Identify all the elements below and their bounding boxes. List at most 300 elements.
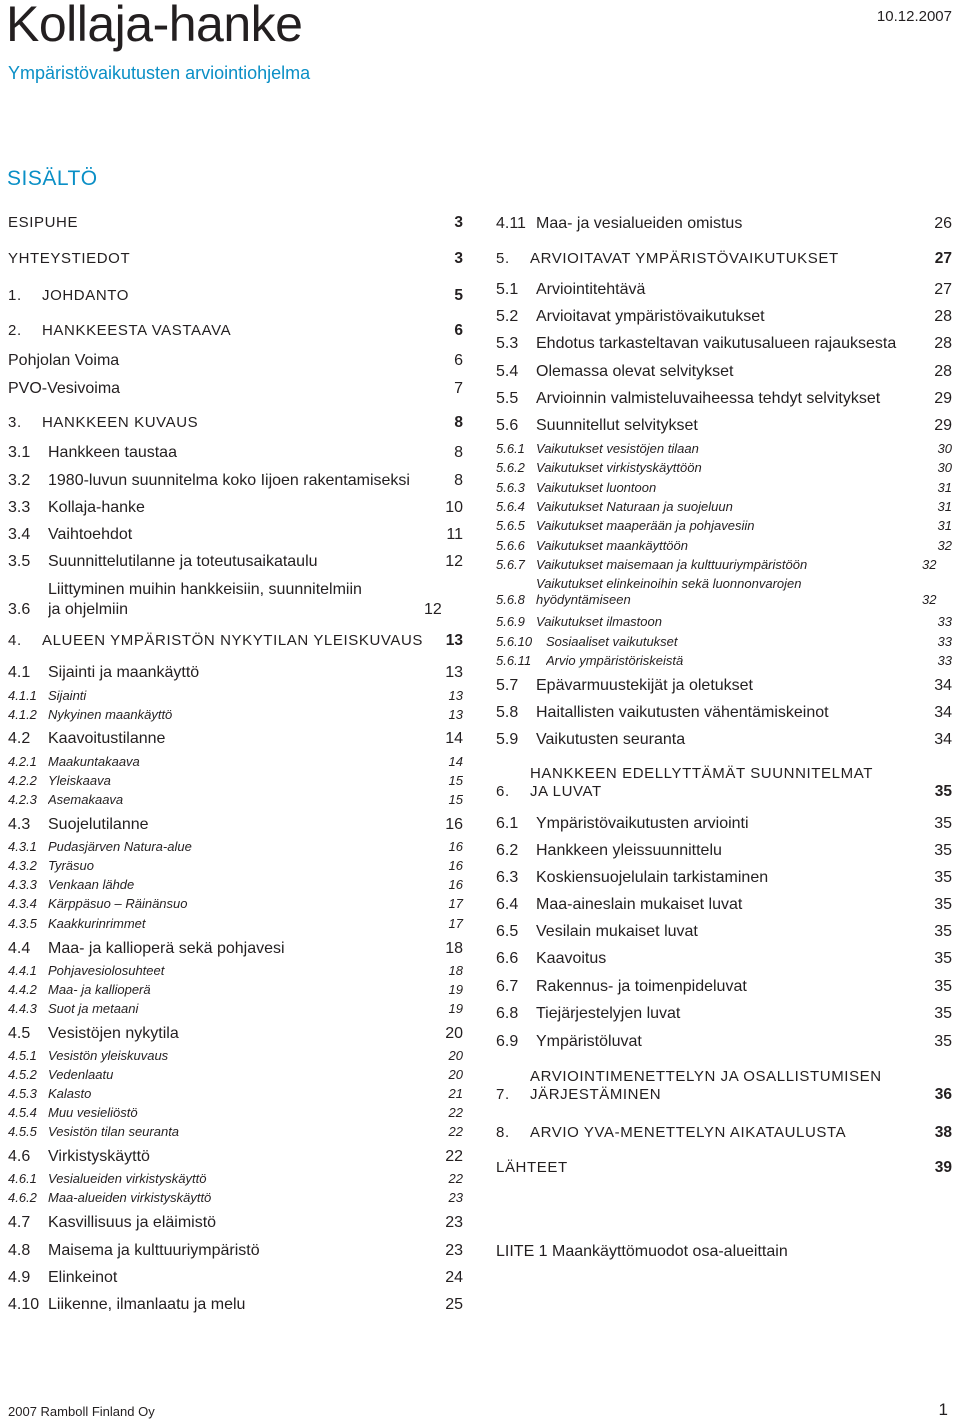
toc-entry bbox=[8, 982, 463, 998]
toc-entry-page: 17 bbox=[448, 896, 463, 911]
toc-entry bbox=[496, 730, 952, 750]
toc-entry-number: 6.3 bbox=[496, 869, 519, 886]
toc-entry-number: 3. bbox=[8, 414, 22, 431]
toc-entry-number: 4.2.1 bbox=[8, 754, 37, 769]
toc-entry-number: 3.2 bbox=[8, 472, 31, 489]
toc-entry-page: 36 bbox=[934, 1085, 952, 1103]
toc-entry-title: Kalasto bbox=[48, 1086, 92, 1101]
toc-entry-page: 13 bbox=[445, 632, 463, 649]
toc-entry-title: Vaikutukset luontoon bbox=[536, 480, 657, 495]
toc-entry bbox=[496, 480, 952, 496]
toc-entry-page: 27 bbox=[934, 250, 952, 267]
toc-entry-page: 22 bbox=[448, 1171, 463, 1186]
toc-entry-title: Maa- ja kallioperä sekä pohjavesi bbox=[48, 940, 285, 957]
toc-entry-number: 4.4.1 bbox=[8, 963, 37, 978]
toc-entry bbox=[8, 1001, 463, 1017]
toc-entry bbox=[496, 814, 952, 834]
toc-entry bbox=[8, 632, 463, 651]
toc-entry-page: 13 bbox=[448, 707, 463, 722]
toc-entry-title: Maisema ja kulttuuriympäristö bbox=[48, 1242, 260, 1259]
toc-entry-title: Suunnitellut selvitykset bbox=[536, 417, 698, 434]
toc-entry-number: 4.3.2 bbox=[8, 858, 37, 873]
toc-entry bbox=[496, 922, 952, 942]
toc-entry-title: Kasvillisuus ja eläimistö bbox=[48, 1214, 217, 1231]
toc-entry bbox=[8, 663, 463, 683]
toc-entry-number: 5.8 bbox=[496, 704, 519, 721]
toc-entry-page: 34 bbox=[934, 677, 952, 694]
toc-entry-page: 30 bbox=[937, 460, 952, 475]
toc-entry bbox=[496, 1032, 952, 1052]
toc-entry-title: Vesilain mukaiset luvat bbox=[536, 923, 698, 940]
toc-entry-title: Vaikutukset maaperään ja pohjavesiin bbox=[536, 518, 755, 533]
toc-entry-title: Arviointitehtävä bbox=[536, 281, 646, 298]
toc-entry-page: 38 bbox=[934, 1124, 952, 1141]
toc-entry-number: 4.2.2 bbox=[8, 773, 37, 788]
toc-entry bbox=[8, 963, 463, 979]
toc-entry bbox=[496, 765, 952, 802]
toc-entry-page: 35 bbox=[934, 950, 952, 967]
toc-entry-page: 32 bbox=[922, 591, 937, 607]
toc-entry bbox=[8, 896, 463, 912]
toc-entry-number: 4.9 bbox=[8, 1269, 31, 1286]
toc-entry bbox=[8, 792, 463, 808]
toc-entry-number: 1. bbox=[8, 287, 22, 304]
toc-entry-title: Ehdotus tarkasteltavan vaikutusalueen rajauksesta bbox=[536, 335, 897, 352]
toc-entry-page: 16 bbox=[448, 839, 463, 854]
toc-entry-number: 4.11 bbox=[496, 215, 526, 232]
toc-entry-title: Haitallisten vaikutusten vähentämiskeinot bbox=[536, 704, 829, 721]
toc-entry-number: 4. bbox=[8, 632, 22, 649]
toc-entry-number: 5.6.11 bbox=[496, 653, 532, 668]
toc-entry-number: 5.6.5 bbox=[496, 518, 525, 533]
toc-entry-title: Maa- ja vesialueiden omistus bbox=[536, 215, 743, 232]
toc-entry bbox=[8, 839, 463, 855]
toc-entry-title: Kaavoitus bbox=[536, 950, 607, 967]
toc-entry-title: Pudasjärven Natura-alue bbox=[48, 839, 192, 854]
toc-entry-page: 33 bbox=[937, 614, 952, 629]
toc-entry-number: 5.7 bbox=[496, 677, 519, 694]
footer-page-number: 1 bbox=[938, 1400, 948, 1419]
toc-entry-page: 26 bbox=[934, 215, 952, 232]
toc-entry-page: 31 bbox=[937, 518, 952, 533]
toc-entry-number: 4.7 bbox=[8, 1214, 31, 1231]
footer-copyright: 2007 Ramboll Finland Oy bbox=[8, 1404, 155, 1419]
document-date: 10.12.2007 bbox=[876, 8, 952, 25]
toc-entry bbox=[496, 307, 952, 327]
toc-entry-page: 29 bbox=[934, 417, 952, 434]
toc-entry-page: 12 bbox=[424, 600, 442, 618]
toc-entry bbox=[8, 707, 463, 723]
toc-entry-number: 4.5.2 bbox=[8, 1067, 37, 1082]
toc-entry-page: 35 bbox=[934, 782, 952, 800]
document-title: Kollaja-hanke bbox=[6, 0, 303, 52]
toc-entry-title: Arvioinnin valmisteluvaiheessa tehdyt selvitykset bbox=[536, 390, 881, 407]
toc-entry bbox=[496, 614, 952, 630]
toc-entry-title: Kollaja-hanke bbox=[48, 499, 145, 516]
toc-entry-title: Vesistöjen nykytila bbox=[48, 1025, 179, 1042]
toc-entry-page: 3 bbox=[454, 250, 463, 267]
toc-entry-title: Nykyinen maankäyttö bbox=[48, 707, 173, 722]
toc-entry-title: LIITE 1 Maankäyttömuodot osa-alueittain bbox=[496, 1243, 788, 1260]
toc-entry-title: Vaikutukset vesistöjen tilaan bbox=[536, 441, 699, 456]
toc-entry-page: 35 bbox=[934, 923, 952, 940]
toc-entry bbox=[8, 754, 463, 770]
toc-entry-number: 2. bbox=[8, 322, 22, 339]
toc-entry-title: Maakuntakaava bbox=[48, 754, 140, 769]
toc-entry-title: Hankkeen yleissuunnittelu bbox=[536, 842, 722, 859]
toc-entry-number: 6.2 bbox=[496, 842, 519, 859]
toc-entry-page: 15 bbox=[448, 792, 463, 807]
toc-entry-page: 20 bbox=[445, 1025, 463, 1042]
toc-entry-title: 1980-luvun suunnitelma koko Iijoen rakentamiseksi bbox=[48, 472, 410, 489]
toc-entry-number: 6.4 bbox=[496, 896, 519, 913]
toc-entry-number: 4.8 bbox=[8, 1242, 31, 1259]
toc-entry bbox=[496, 499, 952, 515]
toc-entry bbox=[8, 214, 463, 233]
toc-entry-page: 10 bbox=[445, 499, 463, 516]
toc-entry-number: 4.5.4 bbox=[8, 1105, 37, 1120]
toc-entry bbox=[496, 653, 952, 669]
toc-entry-number: 5.6.9 bbox=[496, 614, 525, 629]
toc-entry bbox=[496, 416, 952, 436]
toc-entry bbox=[8, 688, 463, 704]
toc-entry-title: Vaikutukset ilmastoon bbox=[536, 614, 662, 629]
toc-entry-number: 5.6.4 bbox=[496, 499, 525, 514]
toc-entry-title: Liittyminen muihin hankkeisiin, suunnitelmiin ja ohjelmiin bbox=[48, 581, 362, 618]
toc-entry bbox=[496, 868, 952, 888]
toc-entry-number: 4.5.3 bbox=[8, 1086, 37, 1101]
toc-entry-page: 22 bbox=[448, 1105, 463, 1120]
toc-entry-title: Yleiskaava bbox=[48, 773, 111, 788]
toc-entry-number: 5.2 bbox=[496, 308, 519, 325]
toc-entry bbox=[496, 1004, 952, 1024]
toc-entry bbox=[8, 351, 463, 371]
toc-entry bbox=[8, 322, 463, 341]
toc-entry-title: Ympäristövaikutusten arviointi bbox=[536, 815, 749, 832]
toc-entry-title: Sijainti bbox=[48, 688, 87, 703]
toc-entry-number: 4.2 bbox=[8, 730, 31, 747]
toc-entry bbox=[8, 1024, 463, 1044]
toc-entry-title: Sosiaaliset vaikutukset bbox=[546, 634, 678, 649]
toc-entry bbox=[8, 1295, 463, 1315]
toc-entry-page: 13 bbox=[448, 688, 463, 703]
toc-entry bbox=[8, 379, 463, 399]
toc-entry-title: JOHDANTO bbox=[42, 287, 130, 304]
toc-entry-title: Tiejärjestelyjen luvat bbox=[536, 1005, 681, 1022]
toc-entry bbox=[496, 949, 952, 969]
toc-entry-title: Vesistön tilan seuranta bbox=[48, 1124, 180, 1139]
toc-entry-number: 5.6.3 bbox=[496, 480, 525, 495]
toc-entry-page: 39 bbox=[934, 1159, 952, 1176]
toc-entry-title: Vaihtoehdot bbox=[48, 526, 133, 543]
toc-entry-page: 7 bbox=[454, 380, 463, 397]
toc-entry-page: 14 bbox=[445, 730, 463, 747]
toc-entry bbox=[8, 729, 463, 749]
toc-entry-title: Suunnittelutilanne ja toteutusaikataulu bbox=[48, 553, 318, 570]
toc-entry bbox=[496, 441, 952, 457]
toc-entry-title: Liikenne, ilmanlaatu ja melu bbox=[48, 1296, 246, 1313]
toc-entry bbox=[8, 1241, 463, 1261]
toc-entry-title: Vedenlaatu bbox=[48, 1067, 114, 1082]
toc-entry-title: Kaavoitustilanne bbox=[48, 730, 166, 747]
toc-entry-title: HANKKEEN KUVAUS bbox=[42, 414, 199, 431]
toc-entry-page: 15 bbox=[448, 773, 463, 788]
toc-entry-page: 18 bbox=[448, 963, 463, 978]
toc-entry bbox=[8, 1048, 463, 1064]
toc-entry-page: 6 bbox=[454, 322, 463, 339]
toc-entry-page: 23 bbox=[448, 1190, 463, 1205]
toc-entry-title: Epävarmuustekijät ja oletukset bbox=[536, 677, 753, 694]
toc-entry-number: 4.3.3 bbox=[8, 877, 37, 892]
toc-entry-page: 35 bbox=[934, 978, 952, 995]
toc-entry-number: 8. bbox=[496, 1124, 510, 1141]
toc-entry-title: Arvioitavat ympäristövaikutukset bbox=[536, 308, 765, 325]
toc-entry-title: Vaikutukset elinkeinoihin sekä luonnonvarojen hyödyntämiseen bbox=[536, 576, 802, 607]
toc-entry-title: PVO-Vesivoima bbox=[8, 380, 121, 397]
toc-entry-page: 34 bbox=[934, 704, 952, 721]
toc-entry-page: 30 bbox=[937, 441, 952, 456]
toc-entry-title: Rakennus- ja toimenpideluvat bbox=[536, 978, 747, 995]
toc-entry-number: 5.6.2 bbox=[496, 460, 525, 475]
toc-entry bbox=[8, 1268, 463, 1288]
toc-entry bbox=[8, 580, 463, 619]
toc-entry-number: 4.3.5 bbox=[8, 916, 37, 931]
toc-entry-number: 4.4.3 bbox=[8, 1001, 37, 1016]
toc-entry-title: Asemakaava bbox=[48, 792, 124, 807]
toc-entry-title: ARVIOINTIMENETTELYN JA OSALLISTUMISEN JÄRJESTÄMINEN bbox=[530, 1068, 882, 1104]
toc-entry-number: 5.4 bbox=[496, 363, 519, 380]
toc-entry-number: 6. bbox=[496, 783, 510, 801]
toc-entry bbox=[8, 815, 463, 835]
toc-entry-number: 6.6 bbox=[496, 950, 519, 967]
toc-entry bbox=[496, 518, 952, 534]
toc-entry-page: 22 bbox=[448, 1124, 463, 1139]
toc-entry-number: 4.5 bbox=[8, 1025, 31, 1042]
toc-entry-number: 4.1.2 bbox=[8, 707, 37, 722]
toc-entry-page: 32 bbox=[922, 557, 937, 572]
toc-entry-title: ARVIOITAVAT YMPÄRISTÖVAIKUTUKSET bbox=[530, 250, 839, 267]
toc-entry-page: 25 bbox=[445, 1296, 463, 1313]
toc-entry-title: Tyräsuo bbox=[48, 858, 94, 873]
toc-entry-title: Koskiensuojelulain tarkistaminen bbox=[536, 869, 769, 886]
toc-entry-title: Maa-alueiden virkistyskäyttö bbox=[48, 1190, 212, 1205]
toc-entry-page: 22 bbox=[445, 1148, 463, 1165]
toc-entry bbox=[496, 334, 952, 354]
document-subtitle: Ympäristövaikutusten arviointiohjelma bbox=[8, 63, 311, 83]
toc-entry-title: LÄHTEET bbox=[496, 1159, 568, 1176]
toc-entry-title: ESIPUHE bbox=[8, 214, 79, 231]
toc-entry bbox=[8, 877, 463, 893]
toc-entry-page: 28 bbox=[934, 363, 952, 380]
toc-entry-page: 31 bbox=[937, 499, 952, 514]
toc-entry-page: 29 bbox=[934, 390, 952, 407]
toc-entry-number: 5.6.10 bbox=[496, 634, 533, 649]
toc-entry-page: 3 bbox=[454, 214, 463, 231]
toc-entry-title: Vesistön yleiskuvaus bbox=[48, 1048, 169, 1063]
toc-entry bbox=[496, 977, 952, 997]
toc-entry bbox=[496, 1124, 952, 1143]
toc-entry-page: 16 bbox=[448, 877, 463, 892]
toc-entry-title: Venkaan lähde bbox=[48, 877, 135, 892]
toc-entry-number: 3.3 bbox=[8, 499, 31, 516]
toc-entry-title: Hankkeen taustaa bbox=[48, 444, 177, 461]
toc-entry-page: 23 bbox=[445, 1214, 463, 1231]
toc-entry-number: 4.4 bbox=[8, 940, 31, 957]
toc-entry-title: Vaikutukset Naturaan ja suojeluun bbox=[536, 499, 733, 514]
toc-entry-page: 6 bbox=[454, 352, 463, 369]
toc-entry-title: Ympäristöluvat bbox=[536, 1033, 642, 1050]
toc-entry bbox=[8, 916, 463, 932]
toc-entry bbox=[8, 1105, 463, 1121]
toc-entry-title: Suojelutilanne bbox=[48, 816, 149, 833]
toc-entry bbox=[8, 1086, 463, 1102]
toc-entry-title: Kärppäsuo – Räinänsuo bbox=[48, 896, 188, 911]
toc-entry-page: 16 bbox=[445, 816, 463, 833]
toc-entry-page: 35 bbox=[934, 815, 952, 832]
toc-entry bbox=[8, 1190, 463, 1206]
toc-entry bbox=[496, 1159, 952, 1178]
toc-entry bbox=[496, 389, 952, 409]
toc-entry-page: 12 bbox=[445, 553, 463, 570]
toc-entry bbox=[8, 525, 463, 545]
toc-entry-page: 14 bbox=[448, 754, 463, 769]
toc-entry-number: 3.5 bbox=[8, 553, 31, 570]
toc-entry-title: Arvio ympäristöriskeistä bbox=[546, 653, 684, 668]
toc-entry-page: 33 bbox=[937, 634, 952, 649]
toc-entry-number: 5.5 bbox=[496, 390, 519, 407]
toc-entry-page: 35 bbox=[934, 869, 952, 886]
toc-entry-title: Vaikutukset maankäyttöön bbox=[536, 538, 688, 553]
toc-entry-title: HANKKEESTA VASTAAVA bbox=[42, 322, 232, 339]
toc-entry-page: 17 bbox=[448, 916, 463, 931]
toc-entry-title: Vaikutukset maisemaan ja kulttuuriympäristöön bbox=[536, 557, 808, 572]
toc-entry-title: Muu vesieliöstö bbox=[48, 1105, 138, 1120]
toc-entry bbox=[8, 414, 463, 433]
toc-entry-number: 5.9 bbox=[496, 731, 519, 748]
toc-entry-title: ALUEEN YMPÄRISTÖN NYKYTILAN YLEISKUVAUS bbox=[42, 632, 424, 649]
toc-entry-number: 5.3 bbox=[496, 335, 519, 352]
toc-entry-page: 35 bbox=[934, 896, 952, 913]
toc-entry bbox=[8, 939, 463, 959]
toc-entry-page: 24 bbox=[445, 1269, 463, 1286]
toc-entry-number: 5.6.6 bbox=[496, 538, 525, 553]
toc-entry bbox=[496, 280, 952, 300]
toc-entry-number: 4.2.3 bbox=[8, 792, 37, 807]
toc-entry bbox=[496, 676, 952, 696]
toc-entry-title: Olemassa olevat selvitykset bbox=[536, 363, 734, 380]
toc-entry-number: 4.6 bbox=[8, 1148, 31, 1165]
toc-entry bbox=[496, 841, 952, 861]
toc-entry-page: 28 bbox=[934, 308, 952, 325]
toc-entry bbox=[496, 557, 952, 573]
toc-entry-page: 33 bbox=[937, 653, 952, 668]
toc-entry-title: Vaikutukset virkistyskäyttöön bbox=[536, 460, 702, 475]
toc-entry-number: 3.4 bbox=[8, 526, 31, 543]
toc-entry-title: Pohjolan Voima bbox=[8, 352, 120, 369]
toc-entry bbox=[496, 460, 952, 476]
toc-entry-page: 13 bbox=[445, 664, 463, 681]
toc-entry-title: ARVIO YVA-MENETTELYN AIKATAULUSTA bbox=[530, 1124, 847, 1141]
toc-entry bbox=[8, 1213, 463, 1233]
toc-entry-title: YHTEYSTIEDOT bbox=[8, 250, 131, 267]
toc-entry bbox=[496, 895, 952, 915]
toc-entry-page: 32 bbox=[937, 538, 952, 553]
toc-entry-number: 5.6.7 bbox=[496, 557, 525, 572]
toc-entry-page: 21 bbox=[448, 1086, 463, 1101]
toc-entry bbox=[8, 1171, 463, 1187]
toc-heading: SISÄLTÖ bbox=[7, 167, 98, 190]
toc-entry bbox=[496, 576, 952, 608]
toc-entry bbox=[8, 773, 463, 789]
toc-entry-title: Virkistyskäyttö bbox=[48, 1148, 150, 1165]
toc-entry-number: 4.5.1 bbox=[8, 1048, 37, 1063]
toc-entry-page: 34 bbox=[934, 731, 952, 748]
toc-entry bbox=[8, 471, 463, 491]
toc-entry-number: 5.1 bbox=[496, 281, 519, 298]
toc-entry bbox=[496, 362, 952, 382]
toc-entry bbox=[496, 250, 952, 269]
toc-entry-number: 4.5.5 bbox=[8, 1124, 37, 1139]
toc-entry-number: 5. bbox=[496, 250, 510, 267]
toc-entry-number: 6.5 bbox=[496, 923, 519, 940]
toc-entry-number: 6.9 bbox=[496, 1033, 519, 1050]
toc-entry bbox=[496, 538, 952, 554]
toc-entry-number: 7. bbox=[496, 1086, 510, 1104]
toc-entry bbox=[496, 703, 952, 723]
toc-entry-page: 23 bbox=[445, 1242, 463, 1259]
toc-entry bbox=[8, 1067, 463, 1083]
toc-entry-number: 5.6 bbox=[496, 417, 519, 434]
toc-entry-page: 20 bbox=[448, 1048, 463, 1063]
toc-entry-page: 35 bbox=[934, 1005, 952, 1022]
toc-entry-number: 6.8 bbox=[496, 1005, 519, 1022]
toc-entry-title: Pohjavesiolosuhteet bbox=[48, 963, 165, 978]
toc-entry-title: HANKKEEN EDELLYTTÄMÄT SUUNNITELMAT JA LUVAT bbox=[530, 765, 873, 801]
toc-entry bbox=[8, 552, 463, 572]
toc-entry-page: 8 bbox=[454, 472, 463, 489]
toc-entry bbox=[8, 1124, 463, 1140]
toc-entry-page: 16 bbox=[448, 858, 463, 873]
toc-entry bbox=[496, 1242, 952, 1262]
toc-entry-number: 3.6 bbox=[8, 600, 31, 618]
toc-entry-title: Suot ja metaani bbox=[48, 1001, 139, 1016]
toc-entry-page: 35 bbox=[934, 842, 952, 859]
toc-entry-page: 27 bbox=[934, 281, 952, 298]
toc-entry-title: Kaakkurinrimmet bbox=[48, 916, 146, 931]
toc-entry-page: 28 bbox=[934, 335, 952, 352]
toc-entry-number: 5.6.8 bbox=[496, 591, 525, 607]
toc-entry-page: 18 bbox=[445, 940, 463, 957]
toc-entry-number: 4.1.1 bbox=[8, 688, 37, 703]
toc-entry-page: 19 bbox=[448, 982, 463, 997]
toc-entry-page: 11 bbox=[446, 526, 463, 543]
toc-entry-page: 31 bbox=[937, 480, 952, 495]
toc-entry bbox=[496, 1068, 952, 1105]
toc-entry-title: Maa-aineslain mukaiset luvat bbox=[536, 896, 743, 913]
toc-entry bbox=[8, 443, 463, 463]
toc-entry-number: 3.1 bbox=[8, 444, 31, 461]
toc-entry bbox=[8, 287, 463, 306]
toc-entry-title: Sijainti ja maankäyttö bbox=[48, 664, 200, 681]
toc-entry-number: 4.6.2 bbox=[8, 1190, 37, 1205]
toc-entry-number: 4.3 bbox=[8, 816, 31, 833]
toc-entry-page: 5 bbox=[454, 287, 463, 304]
toc-entry-title: Maa- ja kallioperä bbox=[48, 982, 151, 997]
toc-entry bbox=[8, 858, 463, 874]
toc-entry-page: 8 bbox=[454, 414, 463, 431]
toc-entry-number: 4.1 bbox=[8, 664, 31, 681]
toc-entry-number: 4.3.1 bbox=[8, 839, 37, 854]
